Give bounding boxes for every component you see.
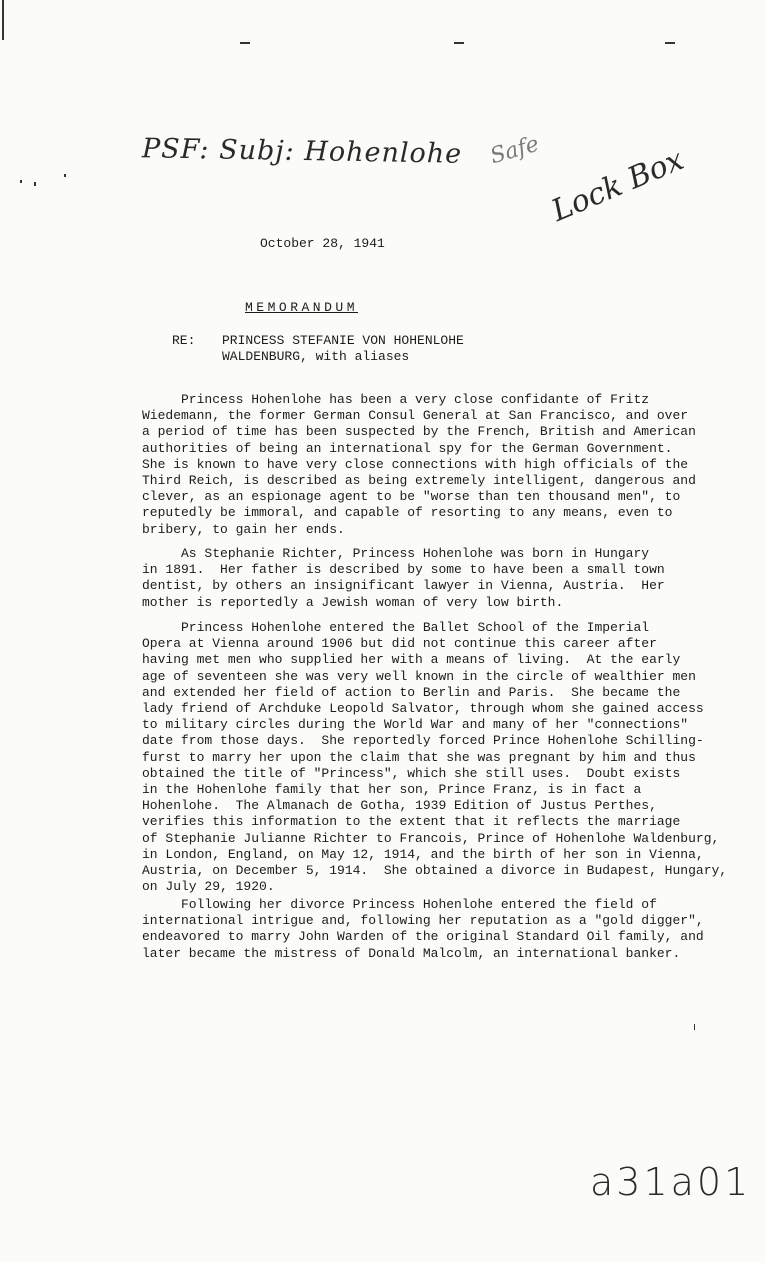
scan-dot-2 — [34, 182, 36, 186]
paragraph-2 — [142, 546, 665, 611]
text-line: Hohenlohe. The Almanach de Gotha, 1939 Edition of Justus Perthes, — [142, 798, 657, 814]
handwritten-file-note: PSF: Subj: Hohenlohe — [141, 133, 463, 170]
scan-dot-1 — [20, 180, 22, 183]
text-line: dentist, by others an insignificant lawyer in Vienna, Austria. Her — [142, 578, 665, 594]
re-line: PRINCESS STEFANIE VON HOHENLOHE — [222, 333, 464, 348]
handwritten-safe-note: Safe — [487, 131, 542, 170]
text-line: Austria, on December 5, 1914. She obtained a divorce in Budapest, Hungary, — [142, 863, 728, 879]
text-line: obtained the title of "Princess", which she still uses. Doubt exists — [142, 765, 681, 781]
text-line: endeavored to marry John Warden of the original Standard Oil family, and — [142, 929, 704, 945]
text-line: later became the mistress of Donald Malcolm, an international banker. — [142, 945, 681, 961]
text-line: authorities of being an international spy for the German Government. — [142, 440, 673, 456]
re-label: RE: — [172, 333, 196, 348]
scan-mark-top-2 — [454, 42, 464, 44]
text-line: a period of time has been suspected by the French, British and American — [142, 424, 696, 440]
scan-mark-top-1 — [240, 42, 250, 44]
scan-dot-4 — [694, 1024, 695, 1030]
text-line: and extended her field of action to Berlin and Paris. She became the — [142, 684, 681, 700]
memo-date: October 28, 1941 — [260, 236, 385, 251]
memo-heading: MEMORANDUM — [245, 300, 359, 315]
handwritten-document-code: a31a01 — [590, 1160, 752, 1204]
scan-dot-3 — [64, 174, 66, 177]
text-line: having met men who supplied her with a means of living. At the early — [142, 652, 681, 668]
paragraph-4 — [142, 897, 704, 962]
scan-mark-top-3 — [665, 42, 675, 44]
text-line: date from those days. She reportedly forced Prince Hohenlohe Schilling- — [142, 733, 704, 749]
re-line: WALDENBURG, with aliases — [222, 349, 410, 364]
text-line: Third Reich, is described as being extremely intelligent, dangerous and — [142, 473, 696, 489]
text-line: clever, as an espionage agent to be "worse than ten thousand men", to — [142, 489, 681, 505]
text-line: As Stephanie Richter, Princess Hohenlohe was born in Hungary — [142, 546, 650, 561]
scan-mark-left-edge — [2, 0, 4, 40]
text-line: to military circles during the World War and many of her "connections" — [142, 717, 689, 733]
text-line: Wiedemann, the former German Consul General at San Francisco, and over — [142, 408, 689, 424]
text-line: bribery, to gain her ends. — [142, 521, 345, 537]
re-subject — [222, 333, 464, 365]
text-line: lady friend of Archduke Leopold Salvator, through whom she gained access — [142, 701, 704, 717]
handwritten-lock-box-note: Lock Box — [546, 142, 689, 229]
text-line: on July 29, 1920. — [142, 879, 275, 895]
paragraph-3 — [142, 620, 728, 895]
text-line: in the Hohenlohe family that her son, Prince Franz, is in fact a — [142, 782, 642, 798]
text-line: reputedly be immoral, and capable of resorting to any means, even to — [142, 505, 673, 521]
text-line: Opera at Vienna around 1906 but did not continue this career after — [142, 636, 657, 652]
text-line: Princess Hohenlohe has been a very close confidante of Fritz — [142, 392, 650, 407]
text-line: Following her divorce Princess Hohenlohe entered the field of — [142, 897, 657, 912]
paragraph-1 — [142, 392, 696, 538]
text-line: international intrigue and, following her reputation as a "gold digger", — [142, 913, 704, 929]
text-line: mother is reportedly a Jewish woman of very low birth. — [142, 594, 564, 610]
text-line: verifies this information to the extent that it reflects the marriage — [142, 814, 681, 830]
text-line: Princess Hohenlohe entered the Ballet School of the Imperial — [142, 620, 650, 635]
text-line: in 1891. Her father is described by some to have been a small town — [142, 562, 665, 578]
text-line: furst to marry her upon the claim that she was pregnant by him and thus — [142, 749, 696, 765]
text-line: in London, England, on May 12, 1914, and the birth of her son in Vienna, — [142, 846, 704, 862]
text-line: age of seventeen she was very well known in the circle of wealthier men — [142, 668, 696, 684]
text-line: She is known to have very close connections with high officials of the — [142, 456, 689, 472]
text-line: of Stephanie Julianne Richter to Francois, Prince of Hohenlohe Waldenburg, — [142, 830, 720, 846]
